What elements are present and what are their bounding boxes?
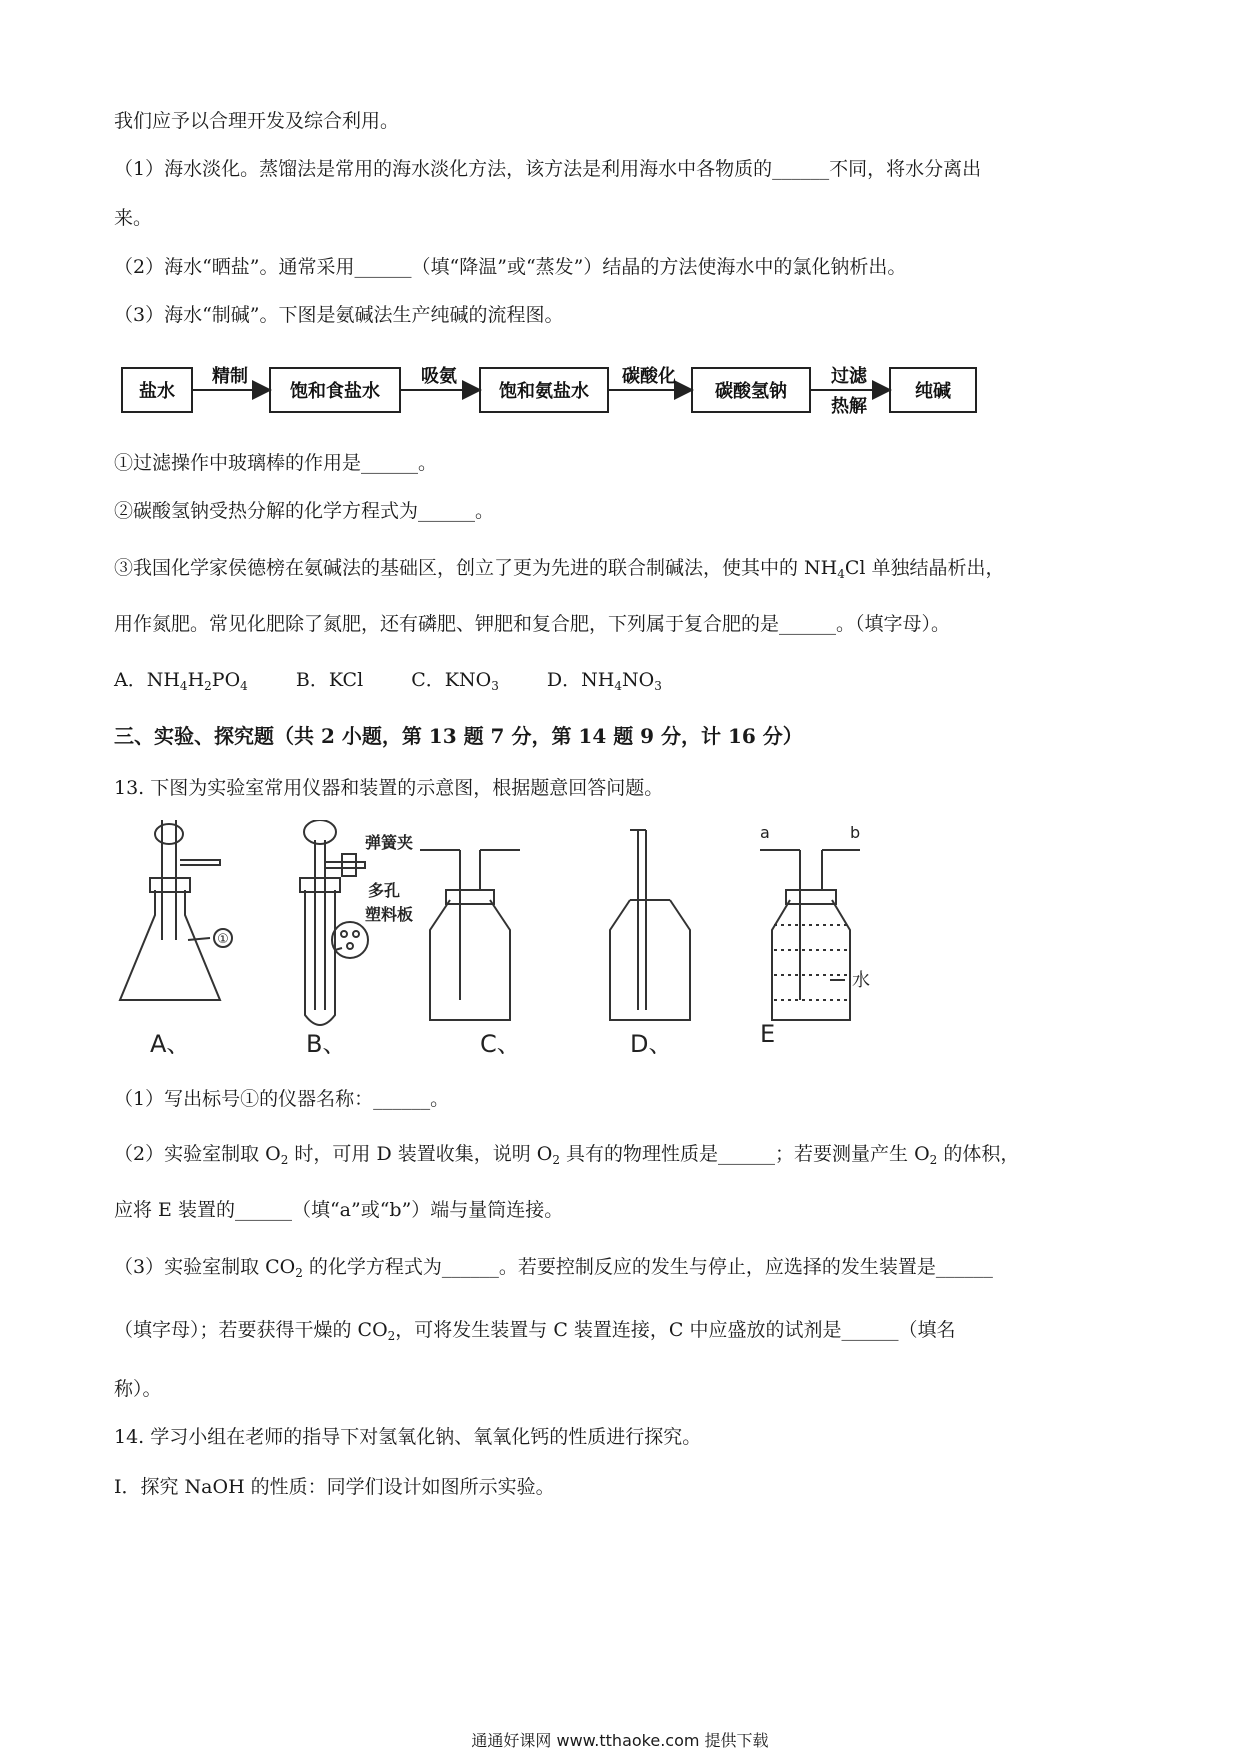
text-line-3: 来。 bbox=[114, 207, 153, 229]
flow-box-label: 纯碱 bbox=[915, 381, 951, 402]
question-14: 14. 学习小组在老师的指导下对氢氧化钠、氧氧化钙的性质进行探究。 bbox=[114, 1426, 702, 1448]
label-c: C、 bbox=[480, 1030, 521, 1058]
section-3-heading: 三、实验、探究题（共 2 小题，第 13 题 7 分，第 14 题 9 分，计 16 分） bbox=[114, 724, 803, 748]
flow-arrow-label: 碳酸化 bbox=[622, 366, 676, 387]
annot-a: a bbox=[760, 823, 770, 842]
label-b: B、 bbox=[306, 1030, 347, 1058]
label-d: D、 bbox=[630, 1030, 673, 1058]
text-line-6: ①过滤操作中玻璃棒的作用是______。 bbox=[114, 452, 438, 474]
ammonia-soda-flowchart bbox=[120, 360, 980, 430]
apparatus-e bbox=[760, 850, 860, 1020]
option-c: C．$KNO_3$ bbox=[411, 669, 499, 693]
option-a: A．$NH_4H_2PO_4$ bbox=[114, 669, 248, 693]
annot-circle-1: ① bbox=[217, 932, 229, 947]
label-e: E bbox=[760, 1020, 776, 1048]
annot-spring-clip: 弹簧夹 bbox=[365, 833, 414, 852]
options-line bbox=[114, 667, 662, 699]
question-14-part-i: I．探究 NaOH 的性质：同学们设计如图所示实验。 bbox=[114, 1476, 555, 1498]
text-line-4: （2）海水“晒盐”。通常采用______（填“降温”或“蒸发”）结晶的方法使海水中的氯化钠析出。 bbox=[114, 256, 907, 278]
flow-arrow-label: 过滤 bbox=[831, 366, 867, 387]
page-footer: 通通好课网 www.tthaoke.com 提供下载 bbox=[471, 1731, 769, 1750]
annot-porous-plate-1: 多孔 bbox=[368, 881, 401, 900]
text-line-9: 用作氮肥。常见化肥除了氮肥，还有磷肥、钾肥和复合肥，下列属于复合肥的是______。（填字母）。 bbox=[114, 613, 951, 635]
text-line-2: （1）海水淡化。蒸馏法是常用的海水淡化方法，该方法是利用海水中各物质的______不同，将水分离出 bbox=[114, 158, 982, 180]
flow-box-label: 饱和食盐水 bbox=[290, 381, 380, 402]
text-line-1: 我们应予以合理开发及综合利用。 bbox=[114, 110, 400, 132]
annot-water: 水 bbox=[852, 970, 870, 991]
question-13: 13. 下图为实验室常用仪器和装置的示意图，根据题意回答问题。 bbox=[114, 777, 664, 799]
question-13-3-line1: （3）实验室制取 $CO_2$ 的化学方程式为______。若要控制反应的发生与停止，应选择的发生装置是______ bbox=[114, 1256, 993, 1280]
annot-b: b bbox=[850, 823, 861, 842]
label-a: A、 bbox=[150, 1030, 191, 1058]
option-d: D．$NH_4NO_3$ bbox=[546, 669, 662, 693]
question-13-1: （1）写出标号①的仪器名称：______。 bbox=[114, 1088, 450, 1110]
apparatus-d bbox=[610, 830, 690, 1020]
apparatus-diagram bbox=[110, 820, 1030, 1060]
question-13-2-line1: （2）实验室制取 $O_2$ 时，可用 D 装置收集，说明 $O_2$ 具有的物理性质是______；若要测量产生 $O_2$ 的体积， bbox=[114, 1143, 1020, 1167]
flow-box-label: 盐水 bbox=[139, 381, 175, 402]
flow-arrow-label: 吸氨 bbox=[421, 366, 457, 387]
question-13-3-line3: 称）。 bbox=[114, 1378, 162, 1400]
apparatus-c bbox=[420, 850, 520, 1020]
annot-porous-plate-2: 塑料板 bbox=[365, 905, 414, 924]
text-line-8: ③我国化学家侯德榜在氨碱法的基础区，创立了更为先进的联合制碱法，使其中的 $NH_4Cl$ 单独结晶析出， bbox=[114, 557, 1005, 581]
apparatus-a bbox=[120, 820, 232, 1000]
flow-box-label: 饱和氨盐水 bbox=[499, 381, 589, 402]
text-line-5: （3）海水“制碱”。下图是氨碱法生产纯碱的流程图。 bbox=[114, 304, 564, 326]
flow-arrow-label: 热解 bbox=[831, 396, 867, 417]
question-13-2-line2: 应将 E 装置的______（填“a”或“b”）端与量筒连接。 bbox=[114, 1199, 564, 1221]
option-b: B．KCl bbox=[295, 669, 364, 691]
apparatus-b bbox=[300, 820, 368, 1025]
question-13-3-line2: （填字母）；若要获得干燥的 $CO_2$，可将发生装置与 C 装置连接，C 中应盛放的试剂是______（填名 bbox=[114, 1319, 956, 1343]
flow-box-label: 碳酸氢钠 bbox=[715, 381, 787, 402]
flow-arrow-label: 精制 bbox=[212, 366, 248, 387]
text-line-7: ②碳酸氢钠受热分解的化学方程式为______。 bbox=[114, 500, 495, 522]
